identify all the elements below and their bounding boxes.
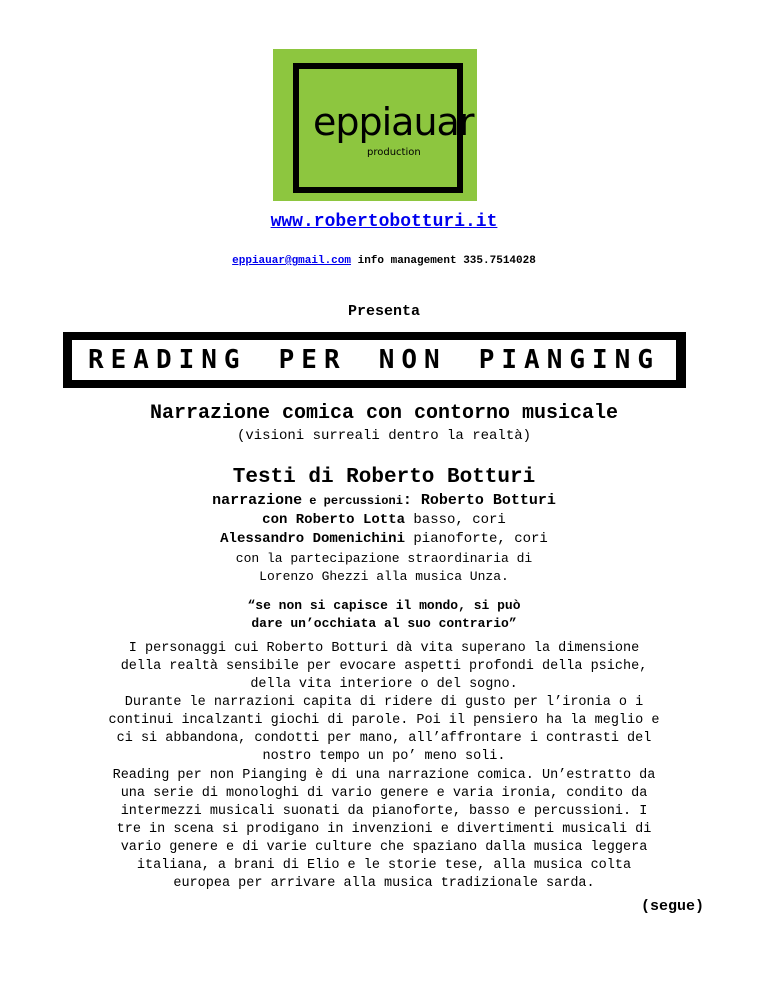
credit-role-lotta: basso, cori [405,512,506,528]
banner-word-pianging: PIANGING [478,345,660,375]
author-heading: Testi di Roberto Botturi [232,466,536,489]
website-link[interactable]: www.robertobotturi.it [270,212,498,232]
logo-subtitle: production [367,147,421,158]
banner-word-per: PER [278,345,347,375]
para1-line: nostro tempo un po’ meno soli. [262,749,506,764]
credit-name-lotta: con Roberto Lotta [262,512,405,528]
para2-line: una serie di monologhi di vario genere e varia ironia, condito da [120,786,648,801]
banner-word-non: NON [378,345,447,375]
website-line [0,212,768,232]
credit-line-2 [0,512,768,528]
paragraph-description [0,640,768,766]
quote-line-2: dare un’occhiata al suo contrario” [251,616,517,631]
segue-label: (segue) [640,898,704,915]
para2-line: intermezzi musicali suonati da pianoforte, basso e percussioni. I [120,804,648,819]
para2-line: europea per arrivare alla musica tradizionale sarda. [173,876,595,891]
logo-frame [293,63,474,193]
para2-line: tre in scena si prodigano in invenzioni e divertimenti musicali di [116,822,652,837]
contact-line [0,255,768,267]
credit-line-5: Lorenzo Ghezzi alla musica Unza. [259,569,509,584]
credit-line-1 [0,492,768,509]
eppiauar-logo [273,49,477,201]
title-banner [63,332,686,388]
paragraph-show [0,767,768,893]
credit-line-3 [0,531,768,547]
contact-info: info management 335.7514028 [357,255,536,267]
para2-line: vario genere e di varie culture che spaziano dalla musica leggera [120,840,648,855]
para2-line: Reading per non Pianging è di una narrazione comica. Un’estratto da [112,768,656,783]
para1-line: della vita interiore o del sogno. [250,677,518,692]
credit-name-botturi: : Roberto Botturi [402,492,556,509]
subtitle-note: (visioni surreali dentro la realtà) [236,428,532,444]
para1-line: continui incalzanti giochi di parole. Poi il pensiero ha la meglio e [108,713,660,728]
banner-word-reading: READING [88,345,247,375]
quote-line-1: “se non si capisce il mondo, si può [247,598,521,613]
para1-line: ci si abbandona, condotti per mano, all’affrontare i contrasti del [116,731,652,746]
credit-name-domenichini: Alessandro Domenichini [220,531,405,547]
credit-line-4: con la partecipazione straordinaria di [235,551,533,566]
para2-line: italiana, a brani di Elio e le storie tese, alla musica colta [136,858,632,873]
logo-name: eppiauar [313,100,474,144]
credit-role-domenichini: pianoforte, cori [405,531,548,547]
para1-line: della realtà sensibile per evocare aspetti profondi della psiche, [120,659,648,674]
credit-role-percussioni: e percussioni [302,494,403,508]
subtitle: Narrazione comica con contorno musicale [149,402,619,425]
title-banner-inner [72,340,676,380]
credit-role-narrazione: narrazione [212,492,303,509]
para1-line: I personaggi cui Roberto Botturi dà vita superano la dimensione [128,641,640,656]
para1-line: Durante le narrazioni capita di ridere di gusto per l’ironia o i [124,695,644,710]
presenta-label: Presenta [347,303,420,320]
email-link[interactable]: eppiauar@gmail.com [232,255,351,267]
